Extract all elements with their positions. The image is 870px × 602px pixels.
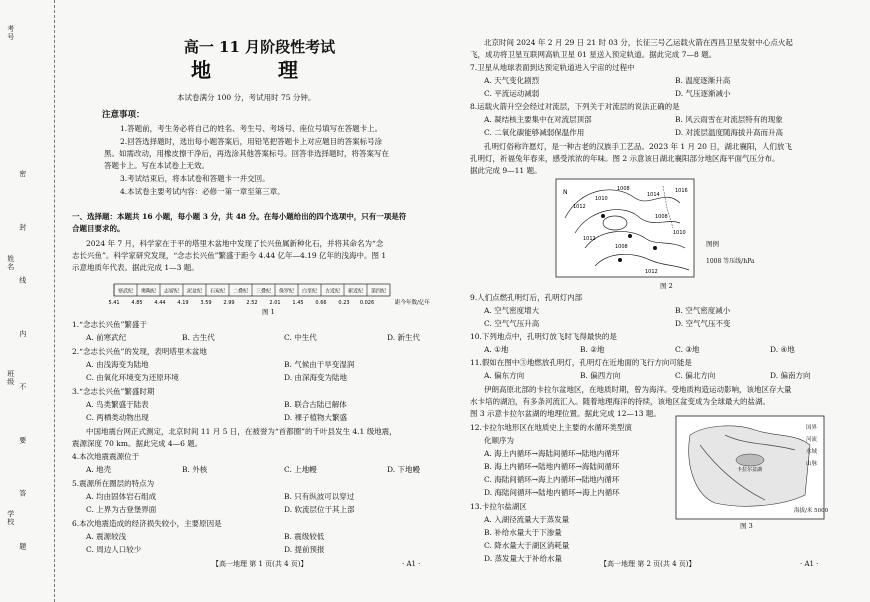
q2-stem: 2.“念志长兴鱼”的发现，表明塔里木盆地	[72, 347, 207, 356]
q5-option-c[interactable]: C. 上界为古登堡界面	[86, 505, 157, 514]
timeline-age-value: 1.45	[292, 300, 304, 306]
q11-stem: 11.假如在图中③地燃放孔明灯，孔明灯在近地面的飞行方向可能是	[470, 358, 692, 367]
seal-line-text: 密 封 线 内 不 要 答 题	[18, 170, 27, 572]
timeline-period-label: 新近纪	[347, 288, 364, 295]
q4-option-d[interactable]: D. 下地幔	[387, 465, 421, 474]
notice-2b: 黑。如需改动，用橡皮擦干净后，再选涂其他答案标号。回答非选择题时，将答案写在	[104, 149, 389, 158]
q9-option-a[interactable]: A. 空气密度增大	[484, 306, 540, 315]
q1-option-d[interactable]: D. 新生代	[387, 333, 421, 342]
q12-option-c[interactable]: C. 海陆间循环→海上内循环→陆地内循环	[484, 475, 620, 484]
timeline-age-value: 4.19	[177, 300, 189, 306]
q5-option-a[interactable]: A. 均由固体岩石组成	[86, 492, 157, 501]
material-3b: 飞，成功将卫星互联网高轨卫星 01 星送入预定轨道。据此完成 7—8 题。	[470, 50, 717, 59]
binding-margin	[0, 0, 55, 602]
kaohao-label: 考号	[6, 25, 15, 41]
q13-option-d[interactable]: D. 蒸发量大于补给水量	[484, 554, 563, 563]
q10-option-d[interactable]: D. ④地	[770, 345, 795, 354]
fig3-caption: 图 3	[740, 522, 753, 530]
q6-option-a[interactable]: A. 震源较浅	[86, 532, 127, 541]
q13-stem: 13.卡拉尔盐湖区	[470, 502, 527, 511]
q2-option-c[interactable]: C. 由氧化环境变为还原环境	[86, 373, 179, 382]
q11-option-a[interactable]: A. 偏东方向	[484, 371, 525, 380]
q12-option-a[interactable]: A. 海上内循环→海陆间循环→陆地内循环	[484, 449, 620, 458]
q13-option-b[interactable]: B. 补给水量大于下渗量	[484, 528, 562, 537]
timeline-age-value: 4.44	[154, 300, 166, 306]
material-5c: 图 3 示意卡拉尔盆湖的地理位置。据此完成 12—13 题。	[470, 409, 661, 418]
timeline-age-value: 4.85	[131, 300, 143, 306]
fig1-caption: 图 1	[262, 308, 275, 316]
footer-page-1: 【高一地理 第 1 页(共 4 页)】	[212, 560, 308, 568]
timeline-period-label: 泥盆纪	[186, 288, 203, 295]
q4-stem: 4.本次地震震源位于	[72, 452, 140, 461]
isobar-label: 1012	[645, 269, 658, 275]
q10-option-b[interactable]: B. ②地	[580, 345, 605, 354]
q10-option-a[interactable]: A. ①地	[484, 345, 509, 354]
q4-option-c[interactable]: C. 上地幔	[284, 465, 317, 474]
timeline-period-label: 白垩纪	[301, 288, 318, 295]
material-1c: 示意地质年代表。据此完成 1—3 题。	[72, 263, 199, 272]
notice-heading: 注意事项：	[102, 110, 145, 120]
q3-option-b[interactable]: B. 联合古陆已解体	[284, 400, 347, 409]
site-1-marker	[601, 214, 605, 218]
isobar-label: 1016	[675, 188, 688, 194]
q2-option-d[interactable]: D. 由深海变为陆地	[284, 373, 348, 382]
timeline-age-value: 2.52	[246, 300, 258, 306]
q10-stem: 10.下列地点中，孔明灯放飞时飞得最快的是	[470, 332, 617, 341]
timeline-age-value: 0.23	[338, 300, 350, 306]
q7-option-a[interactable]: A. 天气变化剧烈	[484, 76, 540, 85]
xingming-label: 姓名	[6, 255, 15, 271]
notice-1: 1.答题前，考生务必将自己的姓名、考生号、考场号、座位号填写在答题卡上。	[120, 124, 383, 133]
q9-option-b[interactable]: B. 空气密度减小	[675, 306, 731, 315]
q3-option-a[interactable]: A. 鸟类繁盛于陆表	[86, 400, 149, 409]
timeline-period-label: 寒武纪	[117, 288, 134, 295]
timeline-period-label: 侏罗纪	[278, 288, 295, 295]
timeline-period-label: 石炭纪	[209, 288, 226, 295]
isobar-label: 1012	[573, 204, 586, 210]
timeline-age-value: 5.41	[108, 300, 120, 306]
q1-option-b[interactable]: B. 古生代	[182, 333, 215, 342]
q8-option-b[interactable]: B. 风云雨雪在对流层特有的现象	[675, 115, 783, 124]
site-4-marker	[618, 258, 622, 262]
q9-stem: 9.人们点燃孔明灯后，孔明灯内部	[470, 293, 583, 302]
page-1	[62, 0, 457, 602]
fig2-caption: 图 2	[660, 282, 673, 290]
q8-stem: 8.运载火箭升空会经过对流层，下列关于对流层的说法正确的是	[470, 102, 680, 111]
q12-option-b[interactable]: B. 海上内循环→陆地内循环→海陆间循环	[484, 462, 620, 471]
q1-option-a[interactable]: A. 前寒武纪	[86, 333, 127, 342]
material-4b: 孔明灯，祈福兔年春来，感受浓浓的年味。图 2 示意该日湖北襄阳部分地区海平面气压分布。	[470, 154, 780, 163]
fig3-legend-4: 山脉	[806, 461, 818, 467]
q4-option-a[interactable]: A. 地壳	[86, 465, 112, 474]
timeline-unit: 距今年数/亿年	[395, 300, 430, 306]
q13-option-c[interactable]: C. 降水量大于湖区消耗量	[484, 541, 570, 550]
q2-option-a[interactable]: A. 由浅海变为陆地	[86, 360, 149, 369]
fig2-legend-isobar: 1008 等压线/hPa	[706, 258, 755, 265]
q9-option-d[interactable]: D. 空气气压不变	[675, 319, 731, 328]
geologic-timeline-figure	[110, 282, 450, 318]
timeline-period-label: 志留纪	[163, 288, 180, 295]
q7-option-c[interactable]: C. 平流运动减弱	[484, 89, 540, 98]
q5-stem: 5.震源所在圈层的特点为	[72, 479, 155, 488]
timeline-period-label: 古近纪	[324, 288, 341, 295]
q5-option-d[interactable]: D. 软流层位于其上部	[284, 505, 355, 514]
q8-option-d[interactable]: D. 对流层温度随海拔升高而升高	[675, 128, 784, 137]
q3-option-c[interactable]: C. 两栖类动物出现	[86, 413, 149, 422]
isobar-label: 1012	[583, 236, 596, 242]
fig3-legend-5: 海拔/米 5000	[794, 508, 829, 514]
notice-3: 3.考试结束后，将本试卷和答题卡一并交回。	[120, 174, 270, 183]
q6-option-c[interactable]: C. 周边人口较少	[86, 545, 142, 554]
material-4a: 孔明灯俗称许愿灯，是一种古老的汉族手工艺品。2023 年 1 月 20 日，湖北襄阳，人们放飞	[484, 142, 792, 151]
q12-stem: 12.卡拉尔地形区在地质史上主要的水循环类型演	[470, 423, 632, 432]
isobar-map-figure	[555, 178, 695, 278]
q6-option-b[interactable]: B. 震级较低	[284, 532, 325, 541]
q3-stem: 3.“念志长兴鱼”繁盛时期	[72, 387, 155, 396]
site-3-marker	[653, 246, 657, 250]
q7-option-d[interactable]: D. 气压逐渐减小	[675, 89, 731, 98]
place-kavir: 卡拉尔盆湖	[737, 467, 763, 473]
north-arrow: N	[563, 189, 568, 196]
isobar-label: 1008	[617, 186, 630, 192]
q10-option-c[interactable]: C. ③地	[675, 345, 700, 354]
isobar-label: 1010	[595, 196, 608, 202]
material-2a: 中国地震台网正式测定，北京时间 11 月 5 日，在被誉为“首都圈”的千叶县发生 4.1 级地震，	[86, 427, 397, 436]
material-1a: 2024 年 7 月，科学家在于平的塔里木盆地中发现了长兴鱼属新种化石，并将其命名为“念	[86, 239, 384, 248]
footer-code-1: · A1 ·	[402, 560, 421, 568]
material-2b: 震源深度 70 km。据此完成 4—6 题。	[72, 439, 203, 448]
exam-title: 高一 11 月阶段性考试	[183, 38, 336, 56]
footer-code-2: · A1 ·	[800, 560, 819, 568]
fig3-legend-2: 河流	[806, 437, 818, 443]
isobar-label: 1008	[615, 244, 628, 250]
q11-option-b[interactable]: B. 偏西方向	[580, 371, 621, 380]
timeline-period-label: 三叠纪	[255, 288, 272, 295]
notice-2c: 答题卡上。写在本试卷上无效。	[104, 161, 209, 170]
isobar-label: 1008	[655, 214, 668, 220]
timeline-age-value: 3.59	[200, 300, 212, 306]
site-2-marker	[628, 234, 632, 238]
banji-label: 班级	[6, 370, 15, 386]
q4-option-b[interactable]: B. 外核	[182, 465, 208, 474]
timeline-age-value: 0.026	[359, 300, 375, 306]
notice-4: 4.本试卷主要考试内容：必修一第一章至第三章。	[120, 187, 285, 196]
fig2-legend-title: 图例	[706, 240, 719, 248]
timeline-period-label: 二叠纪	[232, 288, 249, 295]
fig3-legend-3: 水域	[806, 449, 818, 455]
footer-page-2: 【高一地理 第 2 页(共 4 页)】	[600, 560, 696, 568]
q5-option-b[interactable]: B. 只有纵波可以穿过	[284, 492, 355, 501]
isobar-label: 1010	[673, 230, 686, 236]
exam-info: 本试卷满分 100 分，考试用时 75 分钟。	[177, 93, 316, 102]
material-4c: 据此完成 9—11 题。	[470, 166, 542, 175]
timeline-age-value: 2.01	[269, 300, 281, 306]
q12-stem-2: 化顺序为	[484, 436, 514, 445]
notice-2a: 2.回答选择题时，选出每小题答案后，用铅笔把答题卡上对应题目的答案标号涂	[120, 137, 383, 146]
exam-subject: 地 理	[191, 58, 328, 82]
q13-option-a[interactable]: A. 入湖径流量大于蒸发量	[484, 515, 570, 524]
material-1b: 志长兴鱼”。科学家研究发现，“念志长兴鱼”繁盛于距今 4.44 亿年—4.19 亿年的浅海中。图 1	[72, 251, 387, 260]
section-1-heading: 一、选择题：本题共 16 小题，每小题 3 分，共 48 分。在每小题给出的四个选项中，只有一项是符	[72, 212, 407, 221]
timeline-age-value: 0.66	[315, 300, 327, 306]
salt-lake-shape	[736, 454, 764, 466]
q9-option-c[interactable]: C. 空气气压升高	[484, 319, 540, 328]
q11-option-c[interactable]: C. 偏北方向	[675, 371, 716, 380]
xuexiao-label: 学校	[6, 510, 15, 526]
q7-stem: 7.卫星从地球表面到达预定轨道进入宇宙的过程中	[470, 63, 635, 72]
timeline-period-label: 第四纪	[370, 288, 387, 295]
fig3-legend-1: 国界	[806, 425, 818, 431]
q6-stem: 6.本次地震造成的经济损失较小，主要原因是	[72, 519, 222, 528]
q3-option-d[interactable]: D. 裸子植物大繁盛	[284, 413, 348, 422]
q12-option-d[interactable]: D. 海陆间循环→陆地内循环→海上内循环	[484, 488, 620, 497]
q2-option-b[interactable]: B. 气候由干旱变湿润	[284, 360, 355, 369]
material-5b: 水卡培的湖泊，有多条河流汇入。随着地理海洋的持续，该地区盆变成为全球最大的盐湖。	[470, 397, 770, 406]
q1-stem: 1.“念志长兴鱼”繁盛于	[72, 320, 147, 329]
q8-option-c[interactable]: C. 二氧化碳能够减弱保温作用	[484, 128, 585, 137]
timeline-period-label: 奥陶纪	[140, 288, 157, 295]
material-3a: 北京时间 2024 年 2 月 29 日 21 时 03 分，长征三号乙运载火箭在西昌卫星发射中心点火起	[484, 38, 793, 47]
section-1-heading-2: 合题目要求的。	[72, 224, 125, 233]
q6-option-d[interactable]: D. 提前预报	[284, 545, 325, 554]
q11-option-d[interactable]: D. 偏南方向	[770, 371, 811, 380]
material-5a: 伊朗高原北部的卡拉尔盆地区，在地质时期，曾为海洋。受地质构造运动影响，该地区存大量	[484, 385, 792, 394]
kavir-location-map	[675, 415, 825, 520]
timeline-age-value: 2.99	[223, 300, 235, 306]
q8-option-a[interactable]: A. 凝结核主要集中在对流层顶部	[484, 115, 592, 124]
q7-option-b[interactable]: B. 温度逐渐升高	[675, 76, 731, 85]
isobar-label: 1014	[647, 192, 660, 198]
page-2	[470, 0, 865, 602]
q1-option-c[interactable]: C. 中生代	[284, 333, 317, 342]
